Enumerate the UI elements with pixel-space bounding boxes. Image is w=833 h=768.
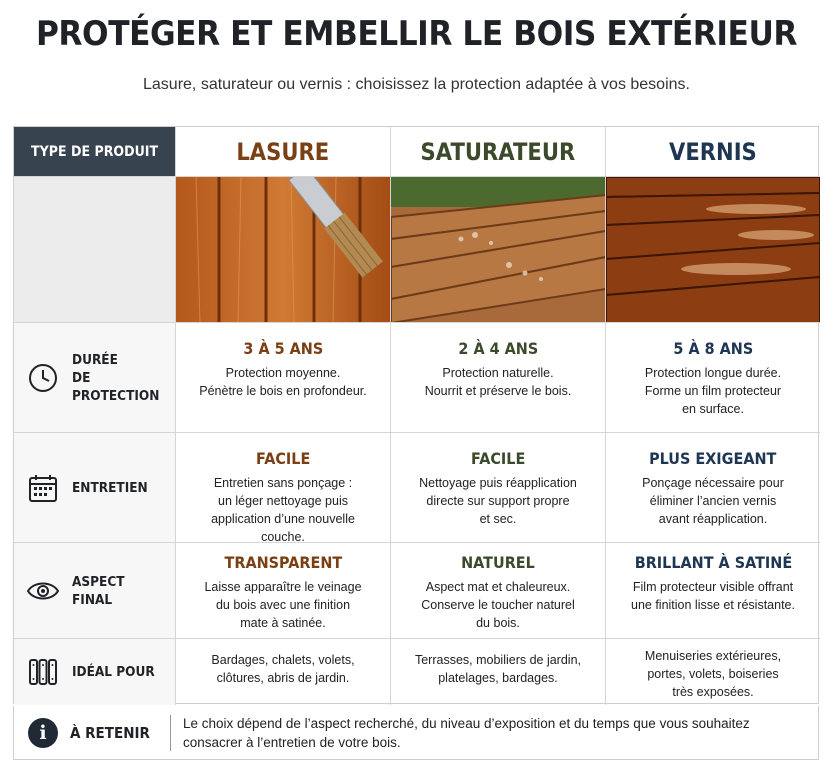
- takeaway-text: Le choix dépend de l’aspect recherché, du niveau d’exposition et du temps que vous souhaitez consacrer à l’entretien de votre bois.: [183, 715, 750, 750]
- type-header: TYPE DE PRODUIT: [14, 127, 176, 177]
- row-label-aspect: ASPECT FINAL: [14, 543, 176, 639]
- cell-vernis-aspect: BRILLANT À SATINÉ Film protecteur visible offrant une finition lisse et résistante.: [606, 543, 820, 639]
- cell-lasure-aspect: TRANSPARENT Laisse apparaître le veinage du bois avec une finition mate à satinée.: [176, 543, 391, 639]
- cell-vernis-ideal: Menuiseries extérieures, portes, volets, boiseries très exposées.: [644, 649, 782, 699]
- saturateur-photo: [391, 177, 606, 323]
- takeaway-banner: [13, 706, 819, 760]
- divider: [170, 715, 171, 751]
- row-label-duree: DURÉE DE PROTECTION: [14, 323, 176, 433]
- row-label-ideal: IDÉAL POUR: [14, 639, 176, 705]
- cell-saturateur-duree: 2 À 4 ANS Protection naturelle. Nourrit et préserve le bois.: [391, 323, 606, 433]
- page-title: PROTÉGER ET EMBELLIR LE BOIS EXTÉRIEUR: [35, 14, 798, 54]
- comparison-table: [13, 126, 819, 704]
- column-header-vernis: VERNIS: [606, 127, 820, 177]
- cell-lasure-entretien: FACILE Entretien sans ponçage : un léger nettoyage puis application d’une nouvelle couche.: [176, 433, 391, 543]
- calendar-icon: [26, 471, 60, 505]
- info-icon: i: [28, 718, 58, 748]
- row-label-entretien: ENTRETIEN: [14, 433, 176, 543]
- cell-saturateur-aspect: NATUREL Aspect mat et chaleureux. Conserve le toucher naturel du bois.: [391, 543, 606, 639]
- wood-planks-icon: [26, 655, 60, 689]
- cell-vernis-entretien: PLUS EXIGEANT Ponçage nécessaire pour éliminer l’ancien vernis avant réapplication.: [606, 433, 820, 543]
- takeaway-label: À RETENIR: [70, 723, 150, 742]
- cell-lasure-duree: 3 À 5 ANS Protection moyenne. Pénètre le bois en profondeur.: [176, 323, 391, 433]
- cell-saturateur-ideal: Terrasses, mobiliers de jardin, platelages, bardages.: [391, 639, 606, 705]
- vernis-photo: [606, 177, 820, 323]
- image-row-label-empty: [14, 177, 176, 323]
- cell-saturateur-entretien: FACILE Nettoyage puis réapplication directe sur support propre et sec.: [391, 433, 606, 543]
- column-header-lasure: LASURE: [176, 127, 391, 177]
- page-subtitle: Lasure, saturateur ou vernis : choisissez la protection adaptée à vos besoins.: [143, 76, 690, 93]
- clock-icon: [26, 361, 60, 395]
- lasure-photo: [176, 177, 391, 323]
- cell-lasure-ideal: Bardages, chalets, volets, clôtures, abris de jardin.: [176, 639, 391, 705]
- column-header-saturateur: SATURATEUR: [391, 127, 606, 177]
- eye-icon: [26, 574, 60, 608]
- cell-vernis-duree: 5 À 8 ANS Protection longue durée. Forme un film protecteur en surface.: [606, 323, 820, 433]
